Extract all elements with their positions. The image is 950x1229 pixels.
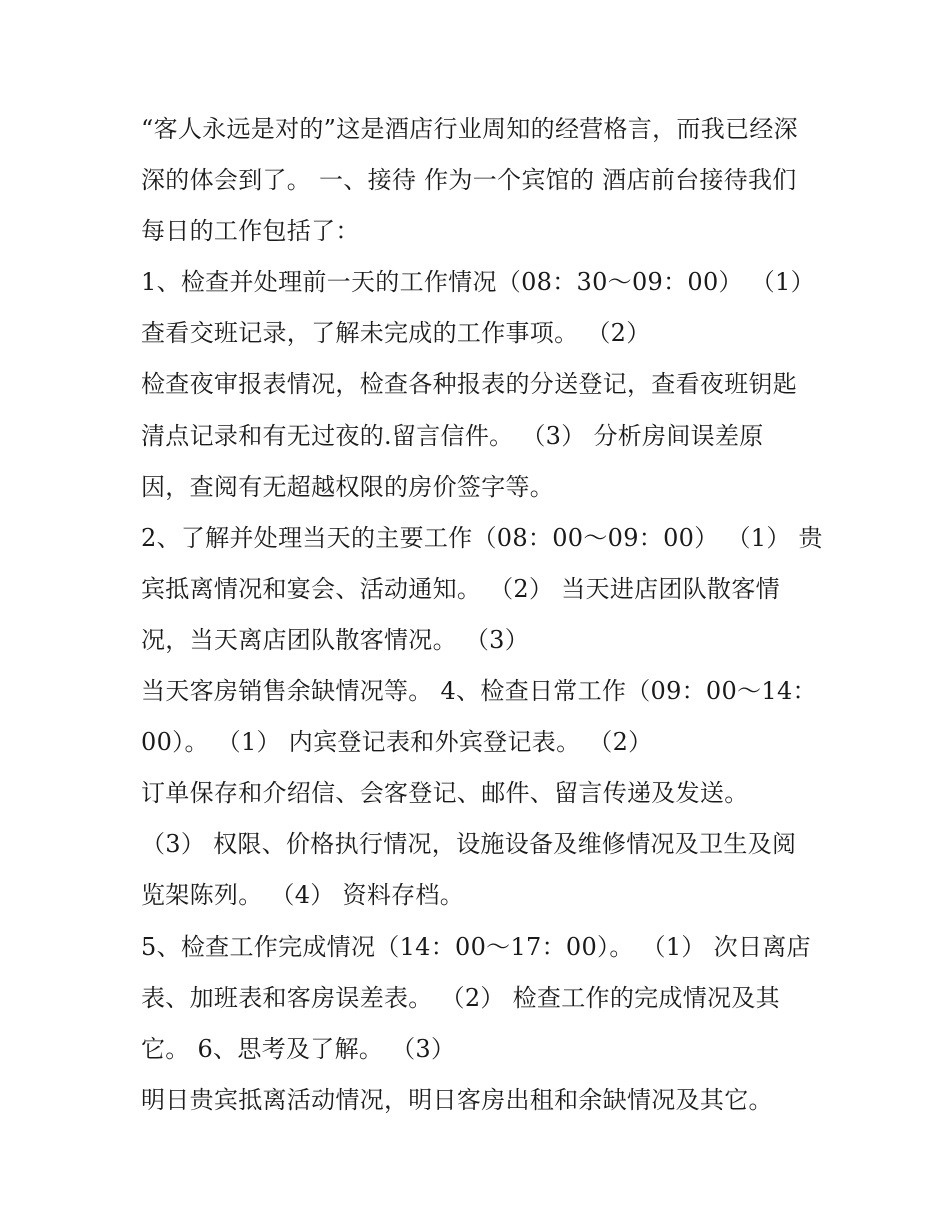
text-line-17: 5、检查工作完成情况（14：00～17：00）。 （1） 次日离店 bbox=[141, 932, 811, 961]
text-line-14: 订单保存和介绍信、会客登记、邮件、留言传递及发送。 bbox=[141, 779, 749, 808]
body-text bbox=[141, 104, 841, 1126]
text-line-7: 清点记录和有无过夜的.留言信件。 （3） 分析房间误差原 bbox=[141, 421, 764, 450]
text-line-11: 况，当天离店团队散客情况。 （3） bbox=[141, 625, 529, 654]
text-line-18: 表、加班表和客房误差表。 （2） 检查工作的完成情况及其 bbox=[141, 983, 780, 1012]
text-line-13: 00）。 （1） 内宾登记表和外宾登记表。 （2） bbox=[141, 728, 653, 757]
text-line-9: 2、了解并处理当天的主要工作（08：00～09：00） （1） 贵 bbox=[141, 523, 823, 552]
text-line-19: 它。 6、思考及了解。 （3） bbox=[141, 1034, 456, 1063]
text-line-4: 1、检查并处理前一天的工作情况（08：30～09：00） （1） bbox=[141, 268, 815, 297]
text-line-10: 宾抵离情况和宴会、活动通知。 （2） 当天进店团队散客情 bbox=[141, 574, 780, 603]
text-line-12: 当天客房销售余缺情况等。 4、检查日常工作（09：00～14： bbox=[141, 677, 817, 706]
text-line-2: 深的体会到了。 一、接待 作为一个宾馆的 酒店前台接待我们 bbox=[141, 166, 797, 195]
text-line-1: “客人永远是对的”这是酒店行业周知的经营格言，而我已经深 bbox=[141, 115, 798, 143]
text-line-15: （3） 权限、价格执行情况，设施设备及维修情况及卫生及阅 bbox=[141, 830, 797, 859]
text-line-3: 每日的工作包括了： bbox=[141, 217, 360, 246]
text-line-20: 明日贵宾抵离活动情况，明日客房出租和余缺情况及其它。 bbox=[141, 1085, 773, 1114]
text-line-8: 因，查阅有无超越权限的房价签字等。 bbox=[141, 472, 555, 501]
text-line-6: 检查夜审报表情况，检查各种报表的分送登记，查看夜班钥匙 bbox=[141, 370, 798, 399]
text-line-16: 览架陈列。 （4） 资料存档。 bbox=[141, 881, 465, 910]
text-line-5: 查看交班记录，了解未完成的工作事项。 （2） bbox=[141, 319, 651, 348]
